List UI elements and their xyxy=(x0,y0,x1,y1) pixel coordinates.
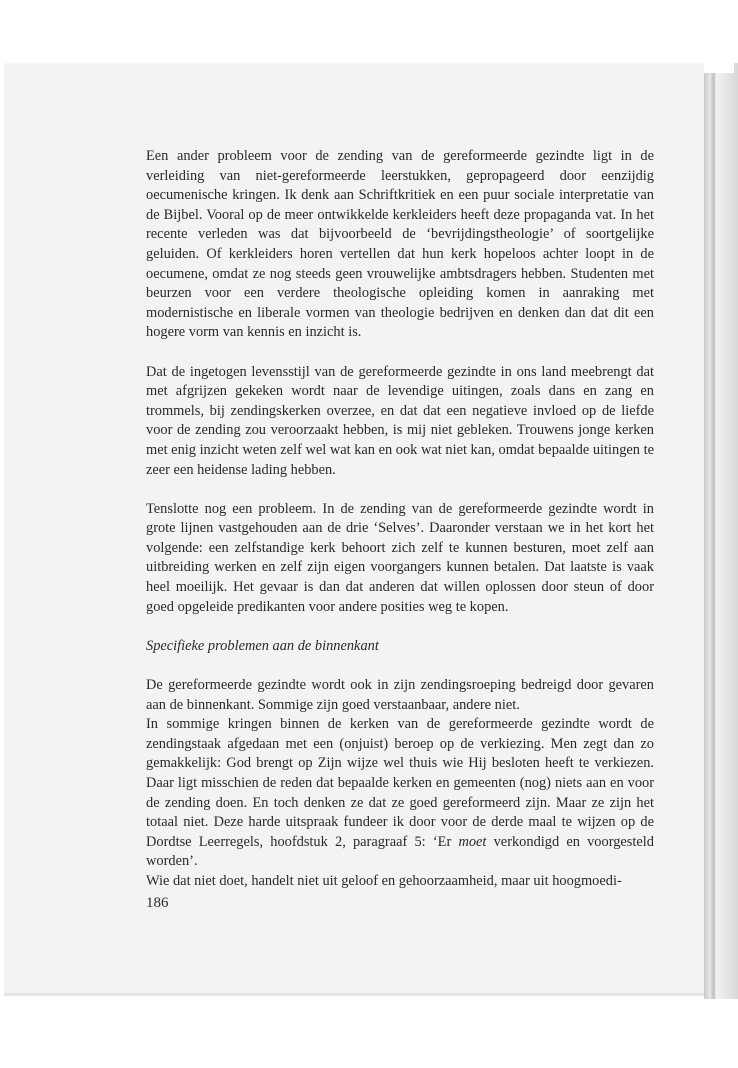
page-edge-top xyxy=(704,63,734,73)
paragraph-6: Wie dat niet doet, handelt niet uit geloof en gehoorzaamheid, maar uit hoogmoedi- xyxy=(146,872,622,889)
paragraph-5 xyxy=(146,715,654,872)
paragraph-5-start: In sommige kringen binnen de kerken van de gereformeerde gezindte wordt de zendingstaak afgedaan met een (onjuist) beroep op de verkiezing. Men zegt dan zo gemakkelijk: God brengt op Zijn wijze wel thuis wie Hij besloten heeft te verkiezen. Daar ligt misschien de reden dat bepaalde kerken en gemeenten (nog) niets aan en voor de zending doen. En toch denken ze dat ze goed gereformeerd zijn. Maar ze zijn het totaal niet. Deze harde uitspraak fundeer ik door voor de derde maal te wijzen op de Dordtse Leerregels, hoofdstuk 2, paragraaf 5: ‘Er xyxy=(146,716,654,850)
body-text xyxy=(146,147,654,892)
page-bottom-shadow xyxy=(4,993,704,996)
paragraph-5-emphasis: moet xyxy=(458,833,487,850)
paragraph-1: Een ander probleem voor de zending van de gereformeerde gezindte ligt in de verleiding van niet-gereformeerde leerstukken, gepropageerd door eenzijdig oecumenische kringen. Ik denk aan Schriftkritiek en een puur sociale interpretatie van de Bijbel. Vooral op de meer ontwikkelde kerkleiders heeft deze propaganda vat. In het recente verleden was dat bijvoorbeeld de ‘bevrijdingstheologie’ of soortgelijke geluiden. Of kerkleiders horen vertellen dat hun kerk hopeloos achter loopt in de oecumene, omdat ze nog steeds geen vrouwelijke ambtsdragers hebben. Studenten met beurzen voor een verdere theologische opleiding komen in aanraking met modernistische en liberale vormen van theologie bedrijven en denken dan dat dit een hogere vorm van kennis en inzicht is. xyxy=(146,148,654,341)
paragraph-5-end: verkondigd en voorgesteld worden’. xyxy=(146,833,654,870)
page-edge-binding xyxy=(704,63,738,999)
paragraph-4: De gereformeerde gezindte wordt ook in zijn zendingsroeping bedreigd door gevaren aan de binnenkant. Sommige zijn goed verstaanbaar, andere niet. xyxy=(146,677,654,713)
section-heading: Specifieke problemen aan de binnenkant xyxy=(146,637,379,654)
paragraph-3: Tenslotte nog een probleem. In de zending van de gereformeerde gezindte wordt in grote lijnen vastgehouden aan de drie ‘Selves’. Daaronder verstaan we in het kort het volgende: een zelfstandige kerk behoort zich zelf te kunnen besturen, moet zelf aan uitbreiding werken en zelf zijn eigen voorgangers kunnen betalen. Dat laatste is vaak heel moeilijk. Het gevaar is dan dat anderen dat willen oplossen door steun of door goed opgeleide predikanten voor andere posities weg te kopen. xyxy=(146,500,654,615)
page-number: 186 xyxy=(146,895,169,911)
paragraph-2: Dat de ingetogen levensstijl van de gereformeerde gezindte in ons land meebrengt dat met afgrijzen gekeken wordt naar de levendige uitingen, zoals dans en zang en trommels, bij zendingskerken overzee, en dat dat een negatieve invloed op de liefde voor de zending zou veroorzaakt hebben, is mij niet gebleken. Trouwens jonge kerken met enig inzicht weten zelf wel wat kan en ook wat niet kan, omdat bepaalde uitingen te zeer een heidense lading hebben. xyxy=(146,363,654,478)
